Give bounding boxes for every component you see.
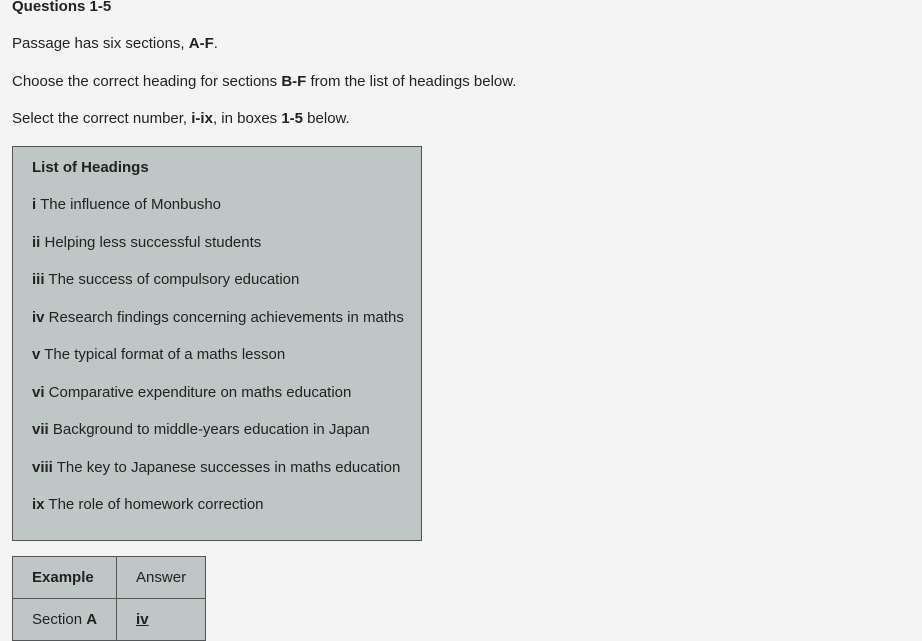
heading-number: iv — [32, 309, 45, 326]
example-section-cell — [13, 599, 117, 641]
list-of-headings-box — [12, 146, 422, 541]
instruction-text: below. — [303, 110, 350, 127]
instruction-choose — [12, 73, 516, 90]
questions-title: Questions 1-5 — [12, 0, 112, 15]
instruction-text: Choose the correct heading for sections — [12, 73, 282, 90]
heading-text: Comparative expenditure on maths education — [44, 384, 352, 401]
heading-item — [32, 459, 400, 476]
heading-number: vii — [32, 421, 49, 438]
heading-text: The success of compulsory education — [44, 271, 300, 288]
instruction-bold: B-F — [281, 73, 307, 90]
instruction-text: , in boxes — [212, 110, 282, 127]
instruction-select — [12, 110, 350, 127]
section-label: Section — [32, 611, 87, 628]
heading-text: The role of homework correction — [44, 496, 264, 513]
headings-title: List of Headings — [32, 159, 149, 176]
instruction-bold: 1-5 — [281, 110, 304, 127]
instruction-bold: A-F — [188, 35, 214, 52]
table-row — [13, 557, 206, 599]
heading-number: vi — [32, 384, 45, 401]
heading-number: v — [32, 346, 41, 363]
instruction-bold: i-ix — [191, 110, 213, 127]
heading-text: The key to Japanese successes in maths education — [52, 459, 401, 476]
heading-number: i — [32, 196, 37, 213]
table-row — [13, 599, 206, 641]
heading-text: The typical format of a maths lesson — [40, 346, 286, 363]
heading-number: viii — [32, 459, 53, 476]
heading-item — [32, 271, 299, 288]
heading-item — [32, 234, 261, 251]
example-table — [12, 556, 206, 641]
example-header: Example — [13, 557, 117, 599]
heading-number: ix — [32, 496, 45, 513]
instruction-text: from the list of headings below. — [306, 73, 517, 90]
heading-item — [32, 384, 351, 401]
section-letter: A — [86, 611, 98, 628]
heading-item — [32, 421, 370, 438]
heading-item — [32, 346, 285, 363]
instruction-text: . — [213, 35, 218, 52]
heading-item — [32, 196, 221, 213]
example-answer-value: iv — [136, 611, 149, 628]
answer-header: Answer — [117, 557, 206, 599]
instruction-sections — [12, 35, 218, 52]
instruction-text: Select the correct number, — [12, 110, 192, 127]
heading-text: The influence of Monbusho — [36, 196, 222, 213]
heading-text: Background to middle-years education in Japan — [48, 421, 370, 438]
heading-number: ii — [32, 234, 41, 251]
example-answer-cell — [117, 599, 206, 641]
heading-text: Helping less successful students — [40, 234, 262, 251]
heading-item — [32, 496, 264, 513]
heading-text: Research findings concerning achievements in maths — [44, 309, 404, 326]
heading-number: iii — [32, 271, 45, 288]
heading-item — [32, 309, 404, 326]
instruction-text: Passage has six sections, — [12, 35, 189, 52]
